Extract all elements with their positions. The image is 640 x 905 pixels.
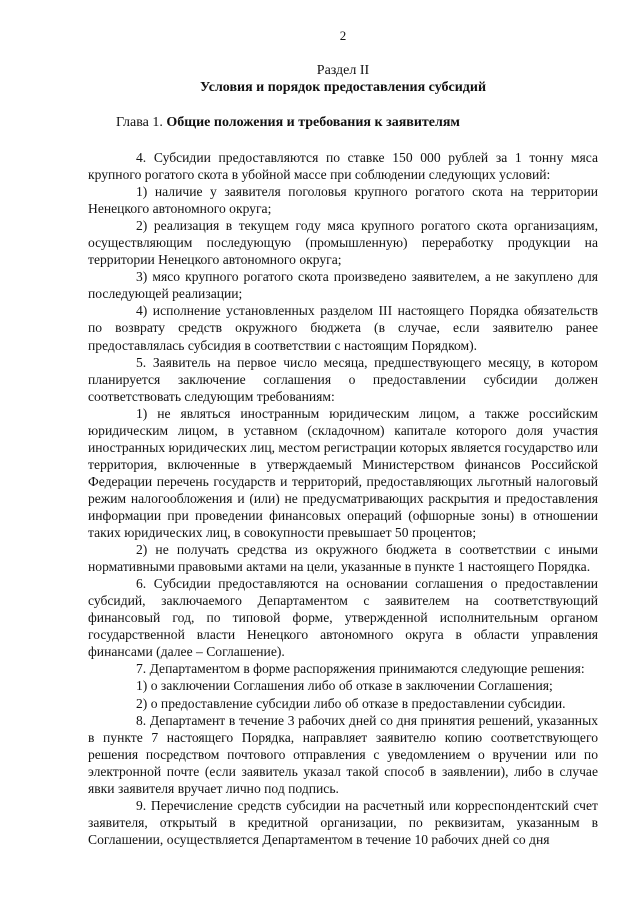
paragraph: 3) мясо крупного рогатого скота произведено заявителем, а не закуплено для последующей реализации;: [88, 269, 598, 302]
paragraph: 4. Субсидии предоставляются по ставке 150 000 рублей за 1 тонну мяса крупного рогатого скота в убойной массе при соблюдении следующих условий:: [88, 150, 598, 183]
paragraph: 7. Департаментом в форме распоряжения принимаются следующие решения:: [136, 661, 585, 677]
chapter-prefix: Глава 1.: [116, 115, 163, 130]
paragraph: 4) исполнение установленных разделом III настоящего Порядка обязательств по возврату средств окружного бюджета (в случае, если заявителю ранее предоставлялась субсидия в соответствии с настоящим Порядком).: [88, 303, 598, 353]
paragraph: 2) о предоставление субсидии либо об отказе в предоставлении субсидии.: [136, 695, 566, 711]
paragraph: 5. Заявитель на первое число месяца, предшествующего месяцу, в котором планируется заключение соглашения о предоставлении субсидии должен соответствовать следующим требованиям:: [88, 354, 598, 404]
paragraph: 2) реализация в текущем году мяса крупного рогатого скота организациям, осуществляющим последующую (промышленную) переработку продукции на территории Ненецкого автономного округа;: [88, 218, 598, 268]
chapter-title: Общие положения и требования к заявителям: [166, 115, 460, 130]
paragraph: 1) не являться иностранным юридическим лицом, а также российским юридическим лицом, в уставном (складочном) капитале которого доля участия иностранных юридических лиц, местом регистрации которых является государство или территория, включенные в утверждаемый Министерством финансов Российской Федерации перечень государств и территорий, предоставляющих льготный налоговый режим налогообложения и (или) не предусматривающих раскрытия и предоставления информации при проведении финансовых операций (офшорные зоны) в отношении таких юридических лиц, в совокупности превышает 50 процентов;: [88, 405, 598, 541]
page-number: 2: [339, 28, 347, 43]
paragraph: 9. Перечисление средств субсидии на расчетный или корреспондентский счет заявителя, открытый в кредитной организации, по реквизитам, указанным в Соглашении, осуществляется Департаментом в течение 10 рабочих дней со дня: [88, 797, 598, 847]
paragraph: 6. Субсидии предоставляются на основании соглашения о предоставлении субсидий, заключаемого Департаментом с заявителем на соответствующий финансовый год, по типовой форме, утвержденной исполнительным органом государственной власти Ненецкого автономного округа в области управления финансами (далее – Соглашение).: [88, 576, 598, 660]
section-title: Раздел II: [316, 63, 370, 78]
paragraph: 8. Департамент в течение 3 рабочих дней со дня принятия решений, указанных в пункте 7 настоящего Порядка, направляет заявителю копию соответствующего решения посредством почтового отправления с уведомлением о вручении или по электронной почте (если заявитель указал такой способ в заявлении), либо в случае явки заявителя вручает лично под подпись.: [88, 712, 598, 796]
paragraph: 1) наличие у заявителя поголовья крупного рогатого скота на территории Ненецкого автономного округа;: [88, 184, 598, 217]
chapter-heading: [116, 114, 598, 131]
paragraph: 1) о заключении Соглашения либо об отказе в заключении Соглашения;: [136, 678, 553, 694]
section-subtitle: Условия и порядок предоставления субсидий: [199, 80, 487, 95]
paragraph: 2) не получать средства из окружного бюджета в соответствии с иными нормативными правовыми актами на цели, указанные в пункте 1 настоящего Порядка.: [88, 542, 598, 575]
body-text: [88, 149, 598, 848]
